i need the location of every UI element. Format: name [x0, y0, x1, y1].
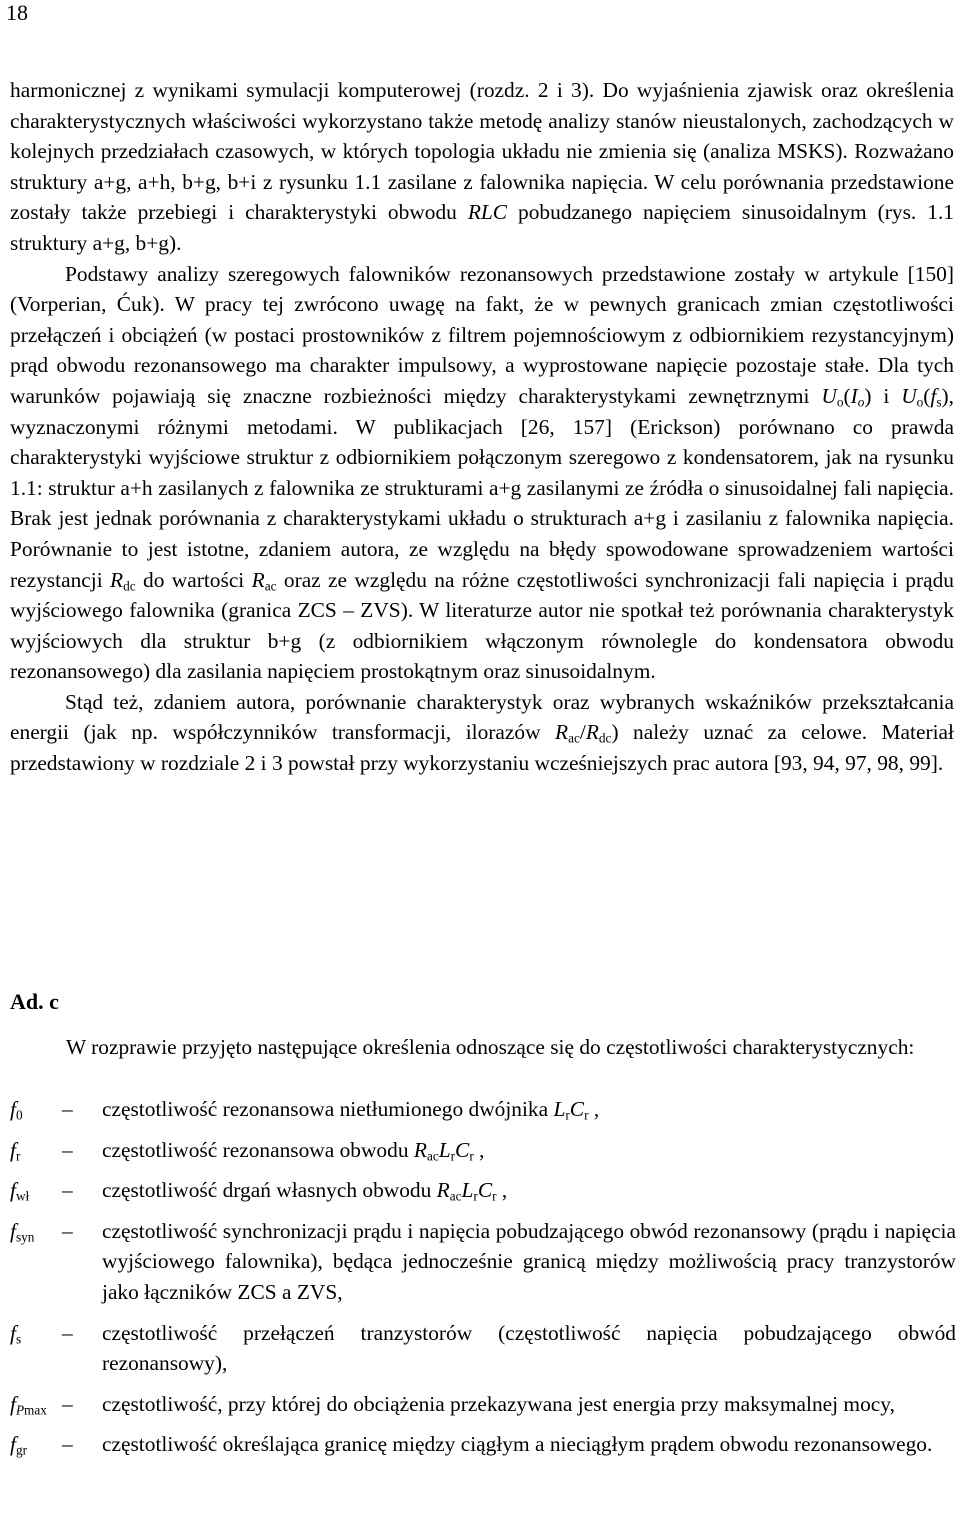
- definition-item: $f_{syn}$ – częstotliwość synchronizacji prądu i napięcia pobudzającego obwód rezonansowy (prądu i napięcia wyjściowego falownika), będąca jednocześnie granicą między możliwością pracy tranzystorów jako łączników ZCS a ZVS,: [10, 1216, 956, 1308]
- paragraph-2: Podstawy analizy szeregowych falowników rezonansowych przedstawione zostały w artykule [150] (Vorperian, Ćuk). W pracy tej zwrócono uwagę na fakt, że w pewnych granicach zmian częstotliwości przełączeń i obciążeń (w postaci prostowników z filtrem pojemnościowym z odbiornikiem rezystancyjnym) prąd obwodu rezonansowego ma charakter impulsowy, a wyprostowane napięcie pozostaje stałe. Dla tych warunków pojawiają się znaczne rozbieżności między charakterystykami zewnętrznymi $U_o(I_o)$ i $U_o(f_s)$, wyznaczonymi różnymi metodami. W publikacjach [26, 157] (Erickson) porównano co prawda charakterystyki wyjściowe struktur z odbiornikiem połączonym szeregowo z kondensatorem, jak na rysunku 1.1: struktur a+h zasilanych z falownika ze strukturami a+g zasilanymi ze źródła o sinusoidalnej fali napięcia. Brak jest jednak porównania z charakterystykami układu o strukturach a+g i zasilaniu z falownika napięcia. Porównanie to jest istotne, zdaniem autora, ze względu na błędy spowodowane sprowadzeniem wartości rezystancji $R_{dc}$ do wartości $R_{ac}$ oraz ze względu na różne częstotliwości synchronizacji fali napięcia i prądu wyjściowego falownika (granica ZCS – ZVS). W literaturze autor nie spotkał też porównania charakterystyk wyjściowych dla struktur b+g (z odbiornikiem włączonym równolegle do kondensatora obwodu rezonansowego) dla zasilania napięciem prostokątnym oraz sinusoidalnym.: [10, 261, 955, 684]
- page-number: 18: [6, 0, 28, 25]
- definition-item: $f_{wł}$ – częstotliwość drgań własnych obwodu $R_{ac}L_rC_r$ ,: [10, 1175, 956, 1206]
- definition-text: częstotliwość synchronizacji prądu i napięcia pobudzającego obwód rezonansowy (prądu i napięcia wyjściowego falownika), będąca jednocześnie granicą między możliwością pracy tranzystorów jako łączników ZCS a ZVS,: [102, 1218, 956, 1304]
- rlc-symbol: RLC: [467, 200, 508, 225]
- definition-text: częstotliwość, przy której do obciążenia przekazywana jest energia przy maksymalnej mocy,: [102, 1391, 895, 1416]
- definition-symbol: $f_{gr}$: [10, 1432, 27, 1459]
- definition-item: $f_0$ – częstotliwość rezonansowa nietłumionego dwójnika $L_rC_r$ ,: [10, 1094, 956, 1125]
- definition-text: częstotliwość przełączeń tranzystorów (częstotliwość napięcia pobudzającego obwód rezonansowy),: [102, 1320, 956, 1376]
- definition-text: częstotliwość rezonansowa obwodu $R_{ac}L_rC_r$ ,: [102, 1137, 485, 1164]
- definition-symbol: $f_{syn}$: [10, 1218, 35, 1245]
- definition-item: $f_{Pmax}$ – częstotliwość, przy której do obciążenia przekazywana jest energia przy maksymalnej mocy,: [10, 1389, 956, 1420]
- definition-text: częstotliwość rezonansowa nietłumionego dwójnika $L_rC_r$ ,: [102, 1097, 600, 1123]
- section-heading: Ad. c: [10, 989, 59, 1014]
- definition-item: $f_s$ – częstotliwość przełączeń tranzystorów (częstotliwość napięcia pobudzającego obwód rezonansowy),: [10, 1318, 956, 1379]
- definitions-list: [10, 1094, 956, 1470]
- paragraph-3: Stąd też, zdaniem autora, porównanie charakterystyk oraz wybranych wskaźników przekształcania energii (jak np. współczynników transformacji, ilorazów $R_{ac}/R_{dc}$) należy uznać za celowe. Materiał przedstawiony w rozdziale 2 i 3 powstał przy wykorzystaniu wcześniejszych prac autora [93, 94, 97, 98, 99].: [10, 689, 954, 776]
- paragraph-1: harmonicznej z wynikami symulacji komputerowej (rozdz. 2 i 3). Do wyjaśnienia zjawisk oraz określenia charakterystycznych właściwości wykorzystano także metodę analizy stanów nieustalonych, zachodzących w kolejnych przedziałach czasowych, w których topologia układu nie zmienia się (analiza MSKS). Rozważano struktury a+g, a+h, b+g, b+i z rysunku 1.1 zasilane z falownika napięcia. W celu porównania przedstawione zostały także przebiegi i charakterystyki obwodu RLC pobudzanego napięciem sinusoidalnym (rys. 1.1 struktury a+g, b+g).: [10, 78, 954, 255]
- definition-text: częstotliwość drgań własnych obwodu $R_{ac}L_rC_r$ ,: [102, 1178, 508, 1204]
- definition-symbol: $f_{Pmax}$: [10, 1391, 47, 1418]
- definitions-intro: W rozprawie przyjęto następujące określenia odnoszące się do częstotliwości charakterystycznych:: [66, 1035, 915, 1059]
- body-text: [10, 75, 954, 779]
- definition-text: częstotliwość określająca granicę między ciągłym a nieciągłym prądem obwodu rezonansowego.: [102, 1432, 933, 1457]
- definition-symbol: $f_s$: [10, 1320, 22, 1347]
- definition-symbol: $f_r$: [10, 1137, 21, 1164]
- definition-item: $f_r$ – częstotliwość rezonansowa obwodu $R_{ac}L_rC_r$ ,: [10, 1135, 956, 1166]
- definition-symbol: $f_0$: [10, 1097, 23, 1123]
- definition-symbol: $f_{wł}$: [10, 1178, 30, 1204]
- definition-item: $f_{gr}$ – częstotliwość określająca granicę między ciągłym a nieciągłym prądem obwodu rezonansowego.: [10, 1429, 956, 1460]
